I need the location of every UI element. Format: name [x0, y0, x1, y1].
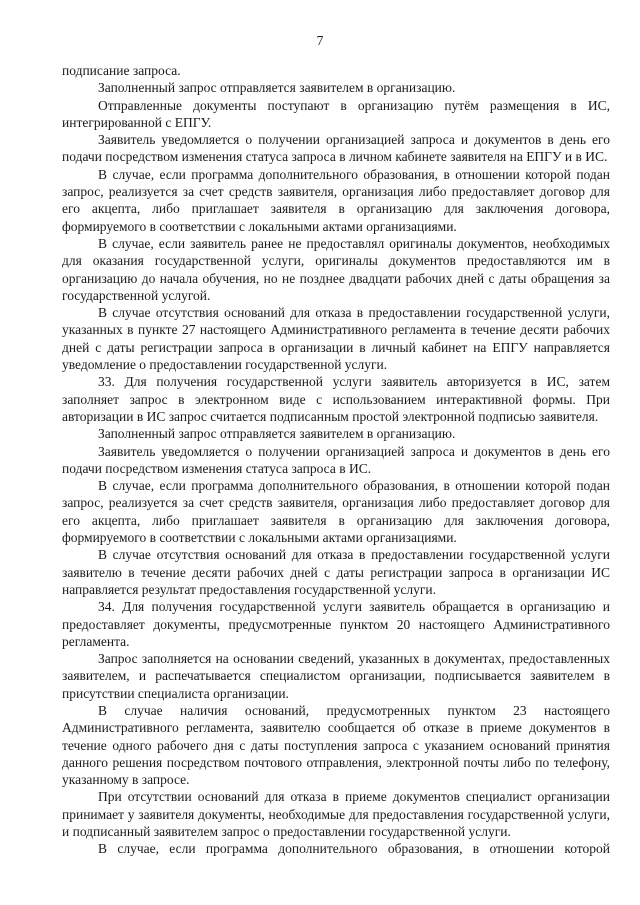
paragraph: При отсутствии оснований для отказа в приеме документов специалист организации принимает у заявителя документы, необходимые для предоставления государственной услуги, и подписанный заявителем запрос о предоставлении государственной услуги.	[62, 789, 610, 840]
document-body	[62, 62, 610, 858]
paragraph: Заявитель уведомляется о получении организацией запроса и документов в день его подачи посредством изменения статуса запроса в ИС.	[62, 443, 610, 476]
paragraph: В случае, если программа дополнительного образования, в отношении которой подан запрос, реализуется за счет средств заявителя, организация либо предоставляет договор для его акцепта, либо приглашает заявителя в организацию для заключения договора, формируемого в соответствии с локальными актами организациями.	[62, 166, 610, 234]
paragraph: В случае отсутствия оснований для отказа в предоставлении государственной услуги, указанных в пункте 27 настоящего Административного регламента в течение десяти рабочих дней с даты регистрации запроса в организации в личный кабинет на ЕПГУ направляется уведомление о предоставлении государственной услуги.	[62, 305, 610, 373]
paragraph: 34. Для получения государственной услуги заявитель обращается в организацию и предоставляет документы, предусмотренные пунктом 20 настоящего Административного регламента.	[62, 599, 610, 649]
paragraph: В случае, если заявитель ранее не предоставлял оригиналы документов, необходимых для оказания государственной услуги, оригиналы документов предоставляются им в организацию до начала обучения, но не позднее двадцати рабочих дней с даты обращения за государственной услугой.	[62, 235, 610, 303]
paragraph: Заполненный запрос отправляется заявителем в организацию.	[98, 80, 456, 96]
paragraph: В случае, если программа дополнительного образования, в отношении которой	[98, 841, 610, 857]
paragraph: Заявитель уведомляется о получении организацией запроса и документов в день его подачи посредством изменения статуса запроса в личном кабинете заявителя на ЕПГУ и в ИС.	[62, 132, 610, 165]
paragraph: Запрос заполняется на основании сведений, указанных в документах, предоставленных заявителем, и распечатывается специалистом организации, подписывается заявителем в присутствии специалиста организации.	[62, 651, 610, 701]
paragraph: подписание запроса.	[62, 63, 181, 78]
paragraph: Заполненный запрос отправляется заявителем в организацию.	[98, 426, 456, 442]
paragraph: Отправленные документы поступают в организацию путём размещения в ИС, интегрированной с ЕПГУ.	[62, 97, 610, 130]
paragraph: В случае отсутствия оснований для отказа в предоставлении государственной услуги заявителю в течение десяти рабочих дней с даты регистрации запроса в организации ИС направляется результат предоставления государственной услуги.	[62, 547, 610, 597]
paragraph: В случае наличия оснований, предусмотренных пунктом 23 настоящего Административного регламента, заявителю сообщается об отказе в приеме документов в течение одного рабочего дня с даты поступления запроса с указанием оснований принятия данного решения посредством почтового отправления, электронной почты либо по телефону, указанному в запросе.	[62, 702, 610, 788]
paragraph: 33. Для получения государственной услуги заявитель авторизуется в ИС, затем заполняет запрос в электронном виде с использованием интерактивной формы. При авторизации в ИС запрос считается подписанным простой электронной подписью заявителя.	[62, 374, 610, 424]
paragraph: В случае, если программа дополнительного образования, в отношении которой подан запрос, реализуется за счет средств заявителя, организация либо предоставляет договор для его акцепта, либо приглашает заявителя в организацию для заключения договора, формируемого в соответствии с локальными актами организациями.	[62, 478, 610, 546]
page-number: 7	[316, 33, 324, 48]
